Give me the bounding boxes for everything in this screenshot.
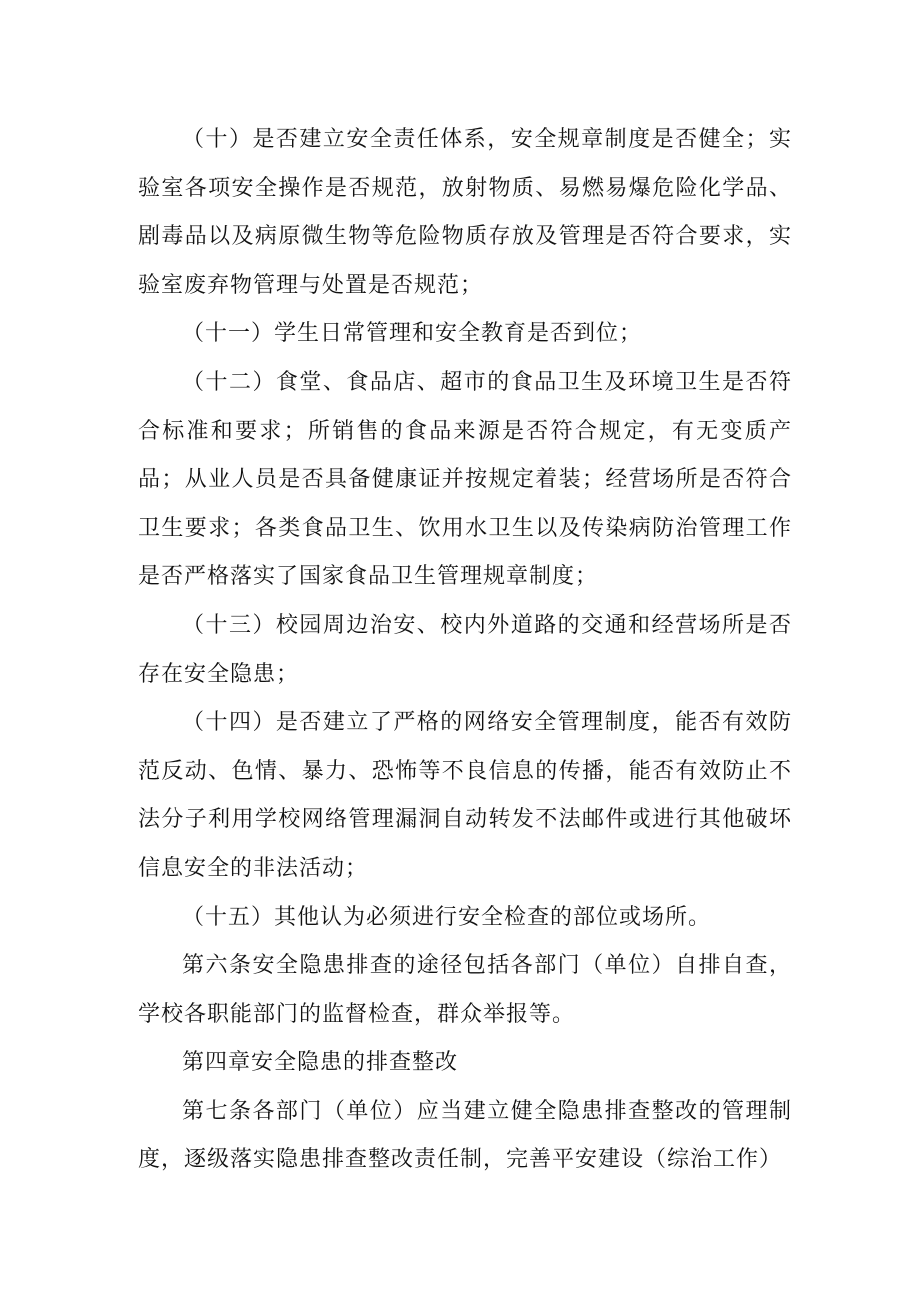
chapter-heading: 第四章安全隐患的排查整改 bbox=[182, 1050, 459, 1076]
paragraph-item-12: （十二）食堂、食品店、超市的食品卫生及环境卫生是否符合标准和要求；所销售的食品来源是否符合规定，有无变质产品；从业人员是否具备健康证并按规定着装；经营场所是否符合卫生要求；各类食品卫生、饮用水卫生以及传染病防治管理工作是否严格落实了国家食品卫生管理规章制度； bbox=[138, 369, 792, 590]
paragraph-article-7: 第七条各部门（单位）应当建立健全隐患排查整改的管理制度，逐级落实隐患排查整改责任制，完善平安建设（综治工作） bbox=[138, 1098, 792, 1173]
paragraph-item-15: （十五）其他认为必须进行安全检查的部位或场所。 bbox=[182, 904, 712, 930]
paragraph-item-13: （十三）校园周边治安、校内外道路的交通和经营场所是否存在安全隐患； bbox=[138, 612, 792, 687]
paragraph-item-11: （十一）学生日常管理和安全教育是否到位； bbox=[182, 321, 643, 347]
paragraph-article-6: 第六条安全隐患排查的途径包括各部门（单位）自排自查，学校各职能部门的监督检查，群众举报等。 bbox=[138, 953, 792, 1027]
paragraph-item-10: （十）是否建立安全责任体系，安全规章制度是否健全；实验室各项安全操作是否规范，放射物质、易燃易爆危险化学品、剧毒品以及病原微生物等危险物质存放及管理是否符合要求，实验室废弃物管理与处置是否规范； bbox=[138, 127, 792, 298]
paragraph-item-14: （十四）是否建立了严格的网络安全管理制度，能否有效防范反动、色情、暴力、恐怖等不良信息的传播，能否有效防止不法分子利用学校网络管理漏洞自动转发不法邮件或进行其他破坏信息安全的非法活动； bbox=[138, 710, 792, 881]
